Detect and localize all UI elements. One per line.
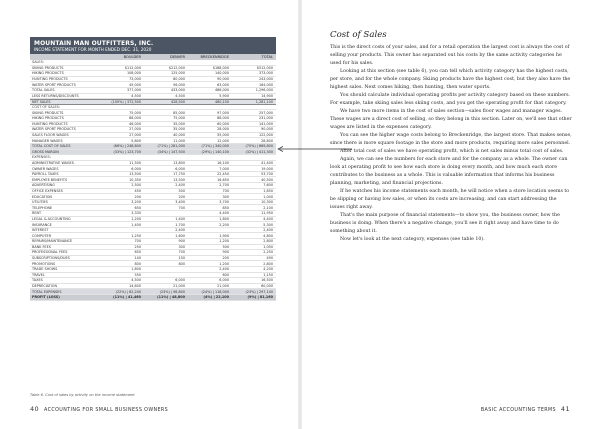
row-value: 21,000 <box>217 284 229 289</box>
row-label: TOTAL EXPENSES <box>32 289 62 294</box>
row-value: 3,330 <box>131 211 141 216</box>
row-value: (33%) | 123,700 <box>113 149 141 154</box>
row-value: 53,700 <box>261 172 273 177</box>
row-value: 4,500 <box>175 93 185 98</box>
row-value: 97,000 <box>217 110 229 115</box>
row-value: 200 <box>134 194 141 199</box>
row-value: 700 <box>222 188 229 193</box>
row-value: 6,000 <box>219 278 229 283</box>
paragraph: Looking at this section (see table 6), you can tell which activity category has the highest costs, per store, and for the whole company. Skiing products have the highest cost, but they also have the highest sales. Next comes hiking, then hunting, then water sports. <box>330 69 571 90</box>
row-value: $512,000 <box>256 65 273 70</box>
row-value: 700 <box>178 205 185 210</box>
row-value: 900 <box>222 250 229 255</box>
row-value: 1,650 <box>263 188 273 193</box>
row-label: DEPRECIATION <box>32 284 57 289</box>
row-value: 60,000 <box>261 284 273 289</box>
row-value: 1,200 <box>131 216 141 221</box>
row-value: 16,100 <box>217 160 229 165</box>
row-label: SALES FLOOR WAGES <box>32 133 69 138</box>
row-label: EDUCATION <box>32 194 52 199</box>
row-value: 85,000 <box>173 110 185 115</box>
row-value: (32%) | 411,300 <box>245 149 273 154</box>
row-value: 17,750 <box>173 172 185 177</box>
row-label: WATER SPORT PRODUCTS <box>32 82 76 87</box>
section-title: Cost of Sales <box>330 30 387 40</box>
row-label: TOTAL SALES <box>32 88 55 93</box>
row-value: 40,000 <box>173 133 185 138</box>
row-value: $112,000 <box>124 65 141 70</box>
row-value: 1,900 <box>219 233 229 238</box>
row-label: TRADE SHOWS <box>32 267 58 272</box>
company-name: MOUNTAIN MAN OUTFITTERS, INC. <box>34 40 154 47</box>
row-label: HIKING PRODUCTS <box>32 71 64 76</box>
row-value: 5,300 <box>263 222 273 227</box>
body-text <box>330 44 572 244</box>
row-value: 480,100 <box>214 99 229 104</box>
row-value: 141,000 <box>258 121 273 126</box>
page-number-right: 41 <box>560 405 570 413</box>
row-value: 500 <box>178 188 185 193</box>
row-label: UTILITIES <box>32 200 48 205</box>
row-value: 1,000 <box>263 194 273 199</box>
column-header: DENVER <box>170 55 185 59</box>
row-value: 6,000 <box>175 278 185 283</box>
row-value: 10,350 <box>129 177 141 182</box>
row-value: 2,400 <box>175 183 185 188</box>
row-value: 13,500 <box>173 177 185 182</box>
paragraph: If he watches his income statements each month, he will notice when a store location seems to be slipping or having low sales, or when its costs are increasing, and can start addressing the issues right away. <box>330 189 570 210</box>
row-value: 4,200 <box>263 267 273 272</box>
row-value: 2,500 <box>131 183 141 188</box>
chapter-title: BASIC ACCOUNTING TERMS <box>480 408 556 413</box>
row-label: TOTAL COST OF SALES <box>32 144 71 149</box>
row-value: (23%) | 297,140 <box>245 289 273 294</box>
row-value: 850 <box>222 205 229 210</box>
row-label: NET SALES <box>32 99 51 104</box>
row-value: 1,150 <box>263 272 273 277</box>
row-value: 200 <box>178 194 185 199</box>
row-value: 900 <box>178 239 185 244</box>
row-value: 4,500 <box>131 278 141 283</box>
row-value: 1,296,000 <box>255 88 273 93</box>
row-value: 46,000 <box>129 121 141 126</box>
row-value: 231,000 <box>258 116 273 121</box>
row-label: PROMOTIONS <box>32 261 56 266</box>
row-value: 108,000 <box>126 71 141 76</box>
row-value: 1,200 <box>219 261 229 266</box>
row-value: 2,700 <box>219 183 229 188</box>
row-value: 5,800 <box>131 138 141 143</box>
row-value: 73,000 <box>129 77 141 82</box>
row-value: (11%) | 41,460 <box>113 295 141 300</box>
row-label: LESS RETURNS/DISCOUNTS <box>32 93 79 98</box>
row-value: 122,000 <box>258 133 273 138</box>
row-value: 250 <box>134 244 141 249</box>
row-label: EXPENSES: <box>32 155 51 160</box>
row-value: 60,000 <box>217 121 229 126</box>
row-value: 300 <box>222 194 229 199</box>
row-value: 3,700 <box>219 200 229 205</box>
paragraph: That's the main purpose of financial statements—to show you, the business owner, how the business is doing. When there's a negative change, you'll see it right away and have time to do something about it. <box>330 213 560 234</box>
row-value: $212,000 <box>168 65 185 70</box>
row-value: 428,500 <box>170 99 185 104</box>
column-header: BOULDER <box>123 55 141 59</box>
row-value: 16,500 <box>261 278 273 283</box>
row-value: (66%) | 248,800 <box>113 144 141 149</box>
row-value: 1,600 <box>175 233 185 238</box>
row-value: (100%) | 372,500 <box>111 99 141 104</box>
row-label: RENT <box>32 211 42 216</box>
row-value: 63,000 <box>217 82 229 87</box>
row-value: 11,500 <box>129 160 141 165</box>
row-label: PROFIT (LOSS) <box>32 295 60 300</box>
row-label: PROFESSIONAL FEES <box>32 250 68 255</box>
paragraph: After total cost of sales we have operating profit, which is net sales minus total cost of sales. <box>340 149 564 154</box>
column-header: TOTAL <box>261 55 273 59</box>
row-value: 1,200 <box>219 239 229 244</box>
income-statement-table <box>30 37 276 301</box>
statement-subtitle: INCOME STATEMENT FOR MONTH ENDED DEC. 31, 2020 <box>34 47 152 52</box>
row-value: 164,000 <box>258 82 273 87</box>
row-value: 200 <box>222 256 229 261</box>
paragraph: Again, we can see the numbers for each store and for the company as a whole. The owner can look at operating profit to see how each store is doing every month, and how much each store contributes to the business as a whole. This is valuable information that informs his business planning, marketing, and financial projections. <box>330 157 568 186</box>
row-value: 55,000 <box>217 133 229 138</box>
row-label: TRAVEL <box>32 272 45 277</box>
row-value: 56,000 <box>173 82 185 87</box>
table-row <box>30 295 276 301</box>
row-value: 4,500 <box>131 93 141 98</box>
row-label: PAYROLL TAXES <box>32 172 59 177</box>
row-value: (9%) | 81,160 <box>247 295 273 300</box>
row-label: HIKING PRODUCTS <box>32 116 64 121</box>
row-value: 1,700 <box>175 222 185 227</box>
row-value: 80,000 <box>173 77 185 82</box>
row-value: 7,600 <box>263 183 273 188</box>
row-value: 2,400 <box>175 228 185 233</box>
row-value: 150 <box>178 256 185 261</box>
row-value: (24%) | 118,000 <box>201 289 229 294</box>
row-value: 27,000 <box>129 133 141 138</box>
row-label: REPAIRS/MAINTENANCE <box>32 239 73 244</box>
table-row <box>30 99 276 105</box>
row-value: 13,800 <box>173 160 185 165</box>
page-number-left: 40 <box>30 405 40 413</box>
row-value: (4%) | 22,100 <box>203 295 229 300</box>
row-value: 1,400 <box>131 222 141 227</box>
row-value: (29%) | 140,100 <box>201 149 229 154</box>
row-value: 28,000 <box>217 127 229 132</box>
row-value: 14,900 <box>261 93 273 98</box>
row-label: GROSS MARGIN <box>32 149 59 154</box>
row-value: 140 <box>134 256 141 261</box>
row-value: 10,300 <box>261 200 273 205</box>
row-value: 12,000 <box>217 138 229 143</box>
row-value: 35,000 <box>173 121 185 126</box>
row-value: 500 <box>222 244 229 249</box>
row-value: 2,200 <box>219 222 229 227</box>
row-value: 4,800 <box>263 233 273 238</box>
row-value: 243,000 <box>258 77 273 82</box>
row-value: 377,000 <box>126 88 141 93</box>
row-value: 550 <box>134 272 141 277</box>
row-label: SUBSCRIPTIONS/DUES <box>32 256 70 261</box>
row-label: SKIING PRODUCTS <box>32 65 64 70</box>
row-value: 700 <box>134 239 141 244</box>
row-value: (23%) | 98,800 <box>159 289 185 294</box>
row-value: (71%) | 281,000 <box>157 144 185 149</box>
row-value: 1,800 <box>131 267 141 272</box>
row-value: 88,000 <box>217 116 229 121</box>
row-value: 373,000 <box>258 71 273 76</box>
row-label: INSURANCE <box>32 222 52 227</box>
row-value: 22,450 <box>217 172 229 177</box>
row-value: 1,281,100 <box>255 99 273 104</box>
footer-left <box>30 405 168 413</box>
row-value: 2,400 <box>263 228 273 233</box>
row-label: SALES: <box>32 60 44 65</box>
row-label: COMPUTER <box>32 233 52 238</box>
row-value: 13,500 <box>129 172 141 177</box>
row-value: 3,400 <box>175 200 185 205</box>
column-header: BRECKENRIDGE <box>200 55 229 59</box>
row-value: 6,000 <box>175 166 185 171</box>
row-label: SKIING PRODUCTS <box>32 110 64 115</box>
row-value: 450 <box>134 188 141 193</box>
book-title: ACCOUNTING FOR SMALL BUSINESS OWNERS <box>44 408 169 413</box>
row-value: 2,400 <box>219 267 229 272</box>
row-value: 125,000 <box>170 71 185 76</box>
row-value: 75,000 <box>129 110 141 115</box>
row-label: MANAGER WAGES <box>32 138 63 143</box>
row-value: 1,800 <box>219 216 229 221</box>
row-label: INTEREST <box>32 228 49 233</box>
row-value: 40,500 <box>261 177 273 182</box>
row-value: 2,100 <box>263 205 273 210</box>
row-value: 4,400 <box>263 216 273 221</box>
row-value: 1,050 <box>263 244 273 249</box>
row-value: (71%) | 340,000 <box>201 144 229 149</box>
paragraph: This is the direct costs of your sales, and for a retail operation the largest cost is always the cost of selling your products. This owner has separated out his costs by the same activity categories he used for his sales. <box>330 45 570 66</box>
paragraph: Now let's look at the next category, expenses (see table 10). <box>340 237 485 242</box>
row-value: 41,400 <box>261 160 273 165</box>
row-value: 800 <box>178 261 185 266</box>
row-value: 700 <box>178 250 185 255</box>
row-label: ADMINISTRATIVE WAGES <box>32 160 74 165</box>
row-value: 1,250 <box>131 233 141 238</box>
row-value: 650 <box>134 205 141 210</box>
row-value: 28,800 <box>261 138 273 143</box>
row-value: 19,000 <box>261 166 273 171</box>
row-label: COST OF SALES: <box>32 105 60 110</box>
row-value: 486,000 <box>214 88 229 93</box>
row-value: 433,000 <box>170 88 185 93</box>
row-value: 6,000 <box>131 166 141 171</box>
row-label: LEGAL & ACCOUNTING <box>32 216 71 221</box>
row-value: (22%) | 82,240 <box>115 289 141 294</box>
row-value: 14,600 <box>129 284 141 289</box>
row-value: 2,800 <box>263 239 273 244</box>
row-label: HUNTING PRODUCTS <box>32 121 68 126</box>
row-label: BANK FEES <box>32 244 51 249</box>
paragraph: You should calculate individual operating profits per activity category based on these numbers. For example, take skiing sales less skiing costs, and you get the operating profit for that category. <box>330 93 571 106</box>
row-value: 27,000 <box>129 127 141 132</box>
row-value: 2,800 <box>263 261 273 266</box>
row-label: EMPLOYEE BENEFITS <box>32 177 68 182</box>
row-value: 300 <box>178 244 185 249</box>
row-value: 490 <box>266 256 273 261</box>
row-value: 140,000 <box>214 71 229 76</box>
row-value: 257,000 <box>258 110 273 115</box>
table-caption: Table 6. Cost of sales by activity on the income statement <box>30 393 135 397</box>
row-label: TELEPHONE <box>32 205 53 210</box>
statement-header <box>30 37 276 54</box>
row-value: 90,000 <box>261 127 273 132</box>
statement-rows <box>30 60 276 301</box>
row-value: 7,000 <box>219 166 229 171</box>
paragraph: You can see the higher wage costs belong to Breckenridge, the largest store. That makes sense, since there is more square footage in the store and more products, requiring more sales personnel. <box>330 133 572 146</box>
row-value: 4,400 <box>219 211 229 216</box>
row-value: (34%) | 147,500 <box>157 149 185 154</box>
row-label: WATER SPORT PRODUCTS <box>32 127 76 132</box>
row-value: 16,650 <box>217 177 229 182</box>
row-value: 90,000 <box>217 77 229 82</box>
row-value: 11,000 <box>173 138 185 143</box>
paragraph: We have two more items in the cost of sales section—sales floor wages and manager wages. These wages are a direct cost of selling, so they belong in this section. Later on, we'll see that other wages are listed in the expenses category. <box>330 109 572 130</box>
row-value: 650 <box>134 250 141 255</box>
footer-right <box>481 405 570 413</box>
row-label: OFFICE EXPENSES <box>32 188 63 193</box>
row-value: 75,000 <box>173 116 185 121</box>
row-value: 600 <box>222 272 229 277</box>
row-value: $188,000 <box>212 65 229 70</box>
page-gutter <box>298 0 302 429</box>
row-value: 68,000 <box>129 116 141 121</box>
row-value: 45,000 <box>129 82 141 87</box>
row-value: 35,000 <box>173 127 185 132</box>
row-value: 1,400 <box>175 216 185 221</box>
row-label: OWNER WAGES <box>32 166 59 171</box>
row-value: (11%) | 48,800 <box>157 295 185 300</box>
row-value: 21,000 <box>173 284 185 289</box>
row-value: 800 <box>134 261 141 266</box>
row-value: 5,900 <box>219 93 229 98</box>
row-label: ADVERTISING <box>32 183 55 188</box>
row-label: TAXES <box>32 278 43 283</box>
row-value: 3,200 <box>131 200 141 205</box>
row-value: 2,250 <box>263 250 273 255</box>
row-value: 11,950 <box>261 211 273 216</box>
row-label: HUNTING PRODUCTS <box>32 77 68 82</box>
row-value: (70%) | 869,800 <box>245 144 273 149</box>
